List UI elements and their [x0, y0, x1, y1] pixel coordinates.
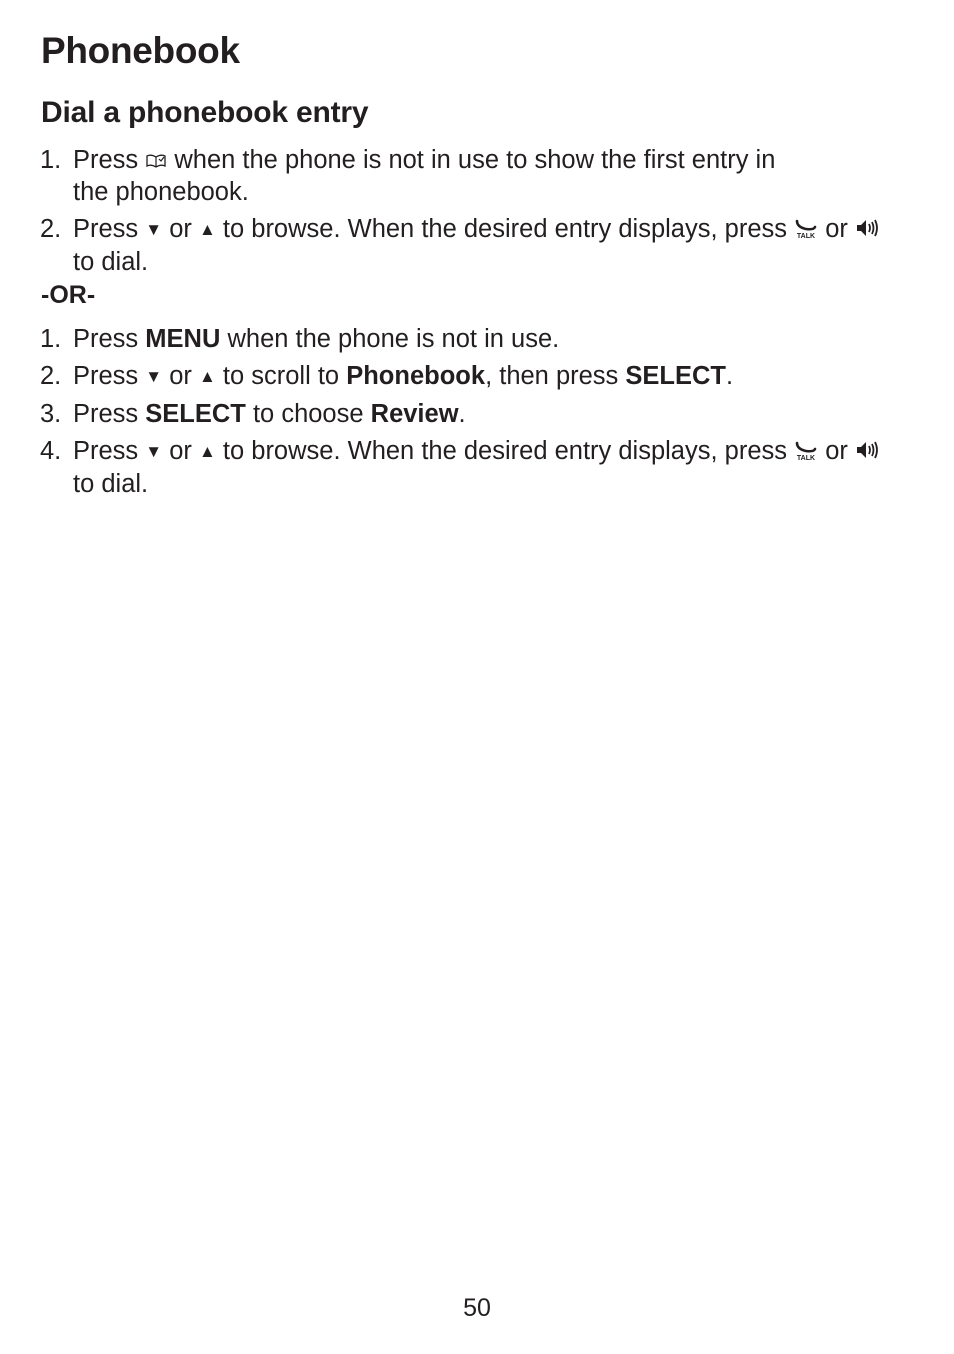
phonebook-keyword: Phonebook [346, 362, 486, 390]
step-text: to browse. When the desired entry displays, press [222, 437, 788, 465]
phonebook-book-icon [145, 152, 167, 170]
section-title: Dial a phonebook entry [41, 96, 369, 129]
step-text: , then press [485, 362, 619, 390]
or-separator: -OR- [41, 281, 96, 309]
talk-phone-icon [794, 217, 818, 239]
step-text: to browse. When the desired entry displays, press [222, 215, 788, 243]
select-keyword: SELECT [625, 362, 726, 390]
up-arrow-icon: ▲ [198, 367, 216, 386]
list-item [40, 323, 920, 355]
page-title: Phonebook [41, 30, 240, 71]
step-text: or [169, 362, 192, 390]
step-text: or [169, 215, 192, 243]
up-arrow-icon: ▲ [198, 220, 216, 239]
step-number: 4. [40, 437, 62, 465]
step-number: 1. [40, 146, 62, 174]
list-item [40, 360, 920, 393]
step-text: . [726, 362, 734, 390]
up-arrow-icon: ▲ [198, 442, 216, 461]
step-text: to choose [252, 400, 364, 428]
talk-phone-icon [794, 439, 818, 461]
step-number: 2. [40, 215, 62, 243]
step-text: or [825, 215, 848, 243]
page-number: 50 [463, 1294, 491, 1322]
step-number: 1. [40, 325, 62, 353]
step-text: when the phone is not in use. [227, 325, 560, 353]
step-text: Press [73, 325, 139, 353]
step-number: 2. [40, 362, 62, 390]
speaker-icon [855, 439, 881, 461]
down-arrow-icon: ▼ [145, 220, 163, 239]
speaker-icon [855, 217, 881, 239]
review-keyword: Review [370, 400, 459, 428]
step-text: the phonebook. [73, 178, 249, 206]
select-keyword: SELECT [145, 400, 246, 428]
steps-list-method-2 [40, 323, 920, 500]
step-text: to dial. [73, 248, 149, 276]
step-text: Press [73, 362, 139, 390]
step-number: 3. [40, 400, 62, 428]
down-arrow-icon: ▼ [145, 442, 163, 461]
list-item [40, 398, 920, 430]
step-text: to dial. [73, 470, 149, 498]
step-text: Press [73, 400, 139, 428]
step-text: Press [73, 215, 139, 243]
step-text: to scroll to [222, 362, 340, 390]
step-text: Press [73, 437, 139, 465]
steps-list-method-1 [40, 144, 920, 278]
svg-text:TALK: TALK [797, 233, 816, 239]
down-arrow-icon: ▼ [145, 367, 163, 386]
step-text: or [825, 437, 848, 465]
menu-keyword: MENU [145, 325, 221, 353]
list-item [40, 435, 920, 500]
list-item [40, 144, 920, 208]
step-text: . [458, 400, 466, 428]
step-text: or [169, 437, 192, 465]
list-item [40, 213, 920, 278]
svg-text:TALK: TALK [797, 455, 816, 461]
step-text: when the phone is not in use to show the first entry in [174, 146, 776, 174]
step-text: Press [73, 146, 139, 174]
